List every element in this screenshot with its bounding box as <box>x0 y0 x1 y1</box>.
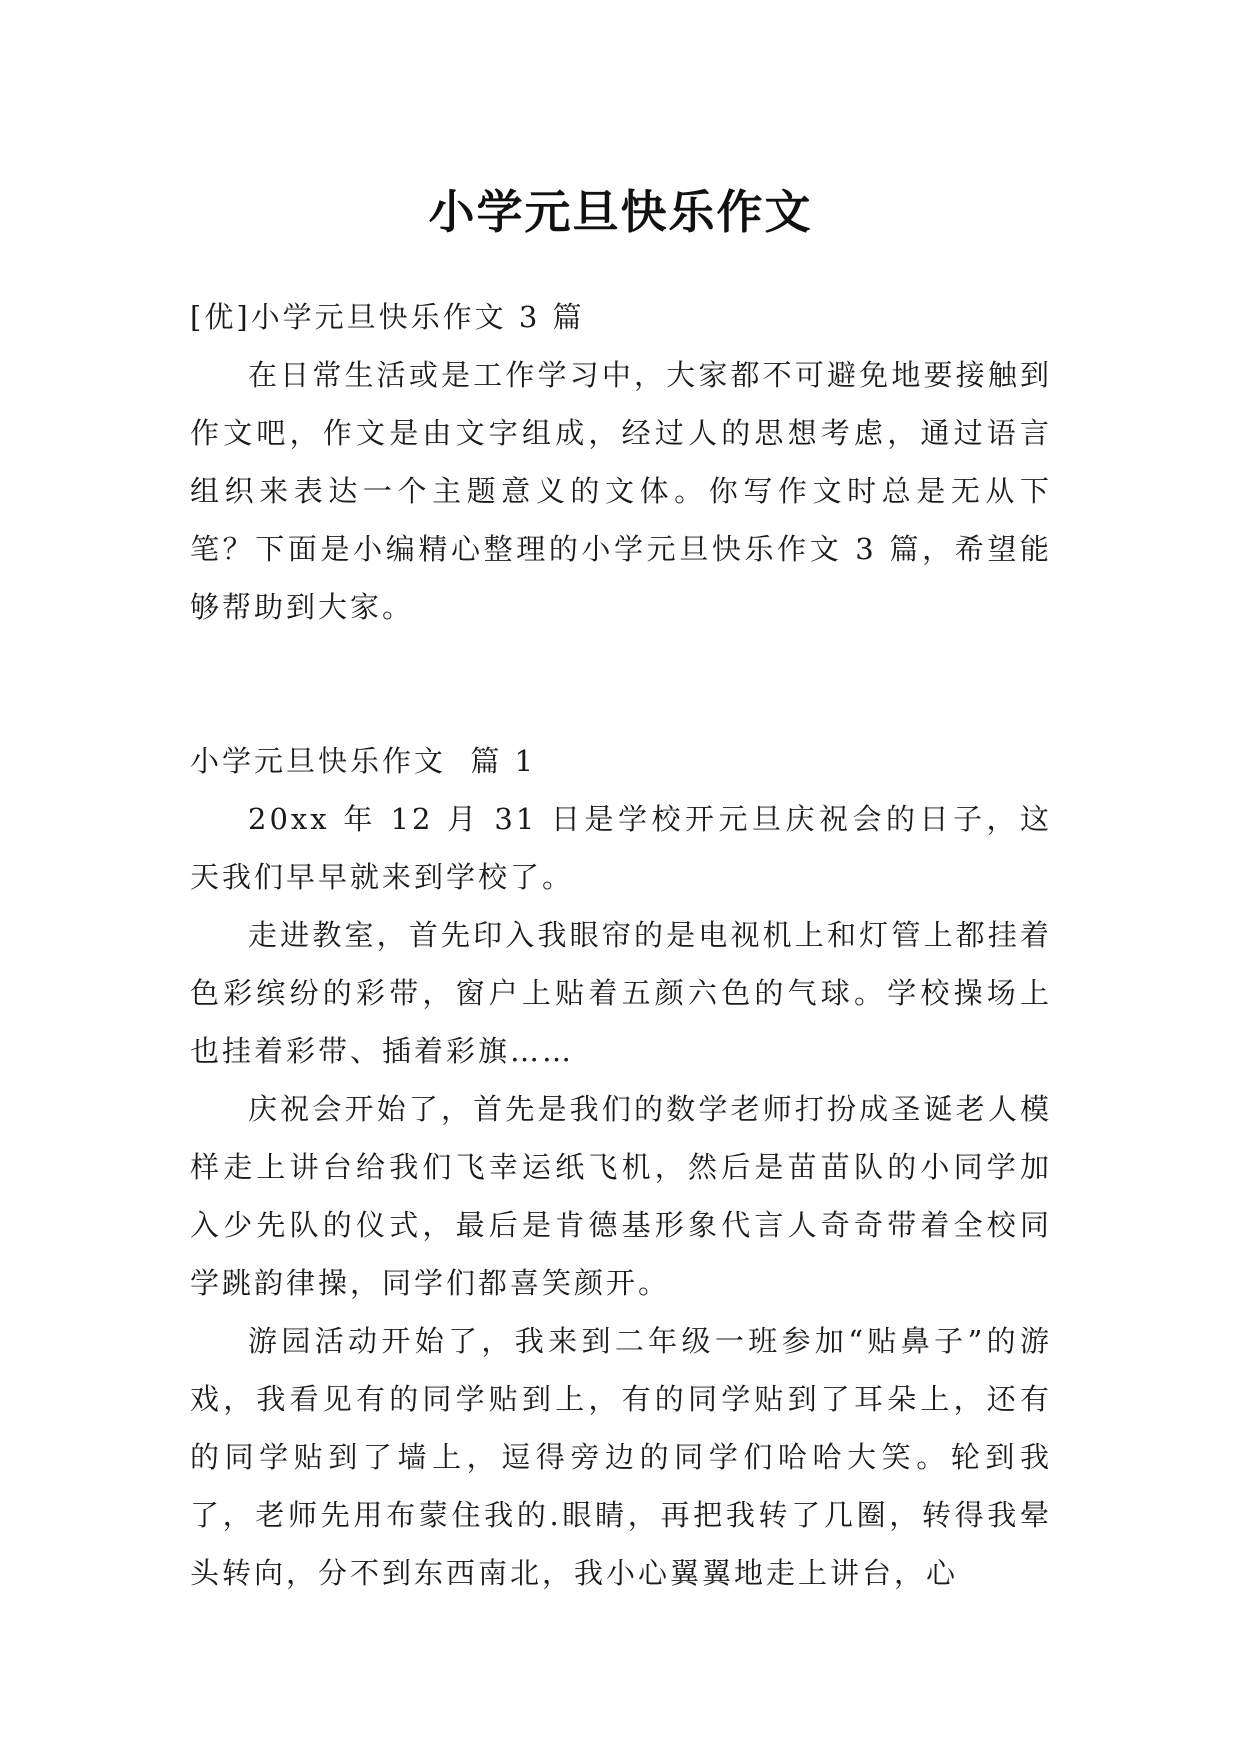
section1-paragraph-2: 走进教室，首先印入我眼帘的是电视机上和灯管上都挂着色彩缤纷的彩带，窗户上贴着五颜六色的气球。学校操场上也挂着彩带、插着彩旗…… <box>190 918 1052 1068</box>
section-spacer <box>190 636 1052 732</box>
section1-paragraph-1: 20xx 年 12 月 31 日是学校开元旦庆祝会的日子，这天我们早早就来到学校了。 <box>190 802 1052 894</box>
document-title: 小学元旦快乐作文 <box>428 184 813 239</box>
section1-heading: 小学元旦快乐作文 篇 1 <box>190 744 537 778</box>
document-body <box>190 288 1052 1602</box>
intro-heading: [优]小学元旦快乐作文 3 篇 <box>190 300 585 334</box>
intro-paragraph: 在日常生活或是工作学习中，大家都不可避免地要接触到作文吧，作文是由文字组成，经过人的思想考虑，通过语言组织来表达一个主题意义的文体。你写作文时总是无从下笔？下面是小编精心整理的小学元旦快乐作文 3 篇，希望能够帮助到大家。 <box>190 358 1052 624</box>
section1-paragraph-4: 游园活动开始了，我来到二年级一班参加“贴鼻子”的游戏，我看见有的同学贴到上，有的同学贴到了耳朵上，还有的同学贴到了墙上，逗得旁边的同学们哈哈大笑。轮到我了，老师先用布蒙住我的.眼睛，再把我转了几圈，转得我晕头转向，分不到东西南北，我小心翼翼地走上讲台，心 <box>190 1324 1052 1590</box>
section1-paragraph-3: 庆祝会开始了，首先是我们的数学老师打扮成圣诞老人模样走上讲台给我们飞幸运纸飞机，然后是苗苗队的小同学加入少先队的仪式，最后是肯德基形象代言人奇奇带着全校同学跳韵律操，同学们都喜笑颜开。 <box>190 1092 1052 1300</box>
